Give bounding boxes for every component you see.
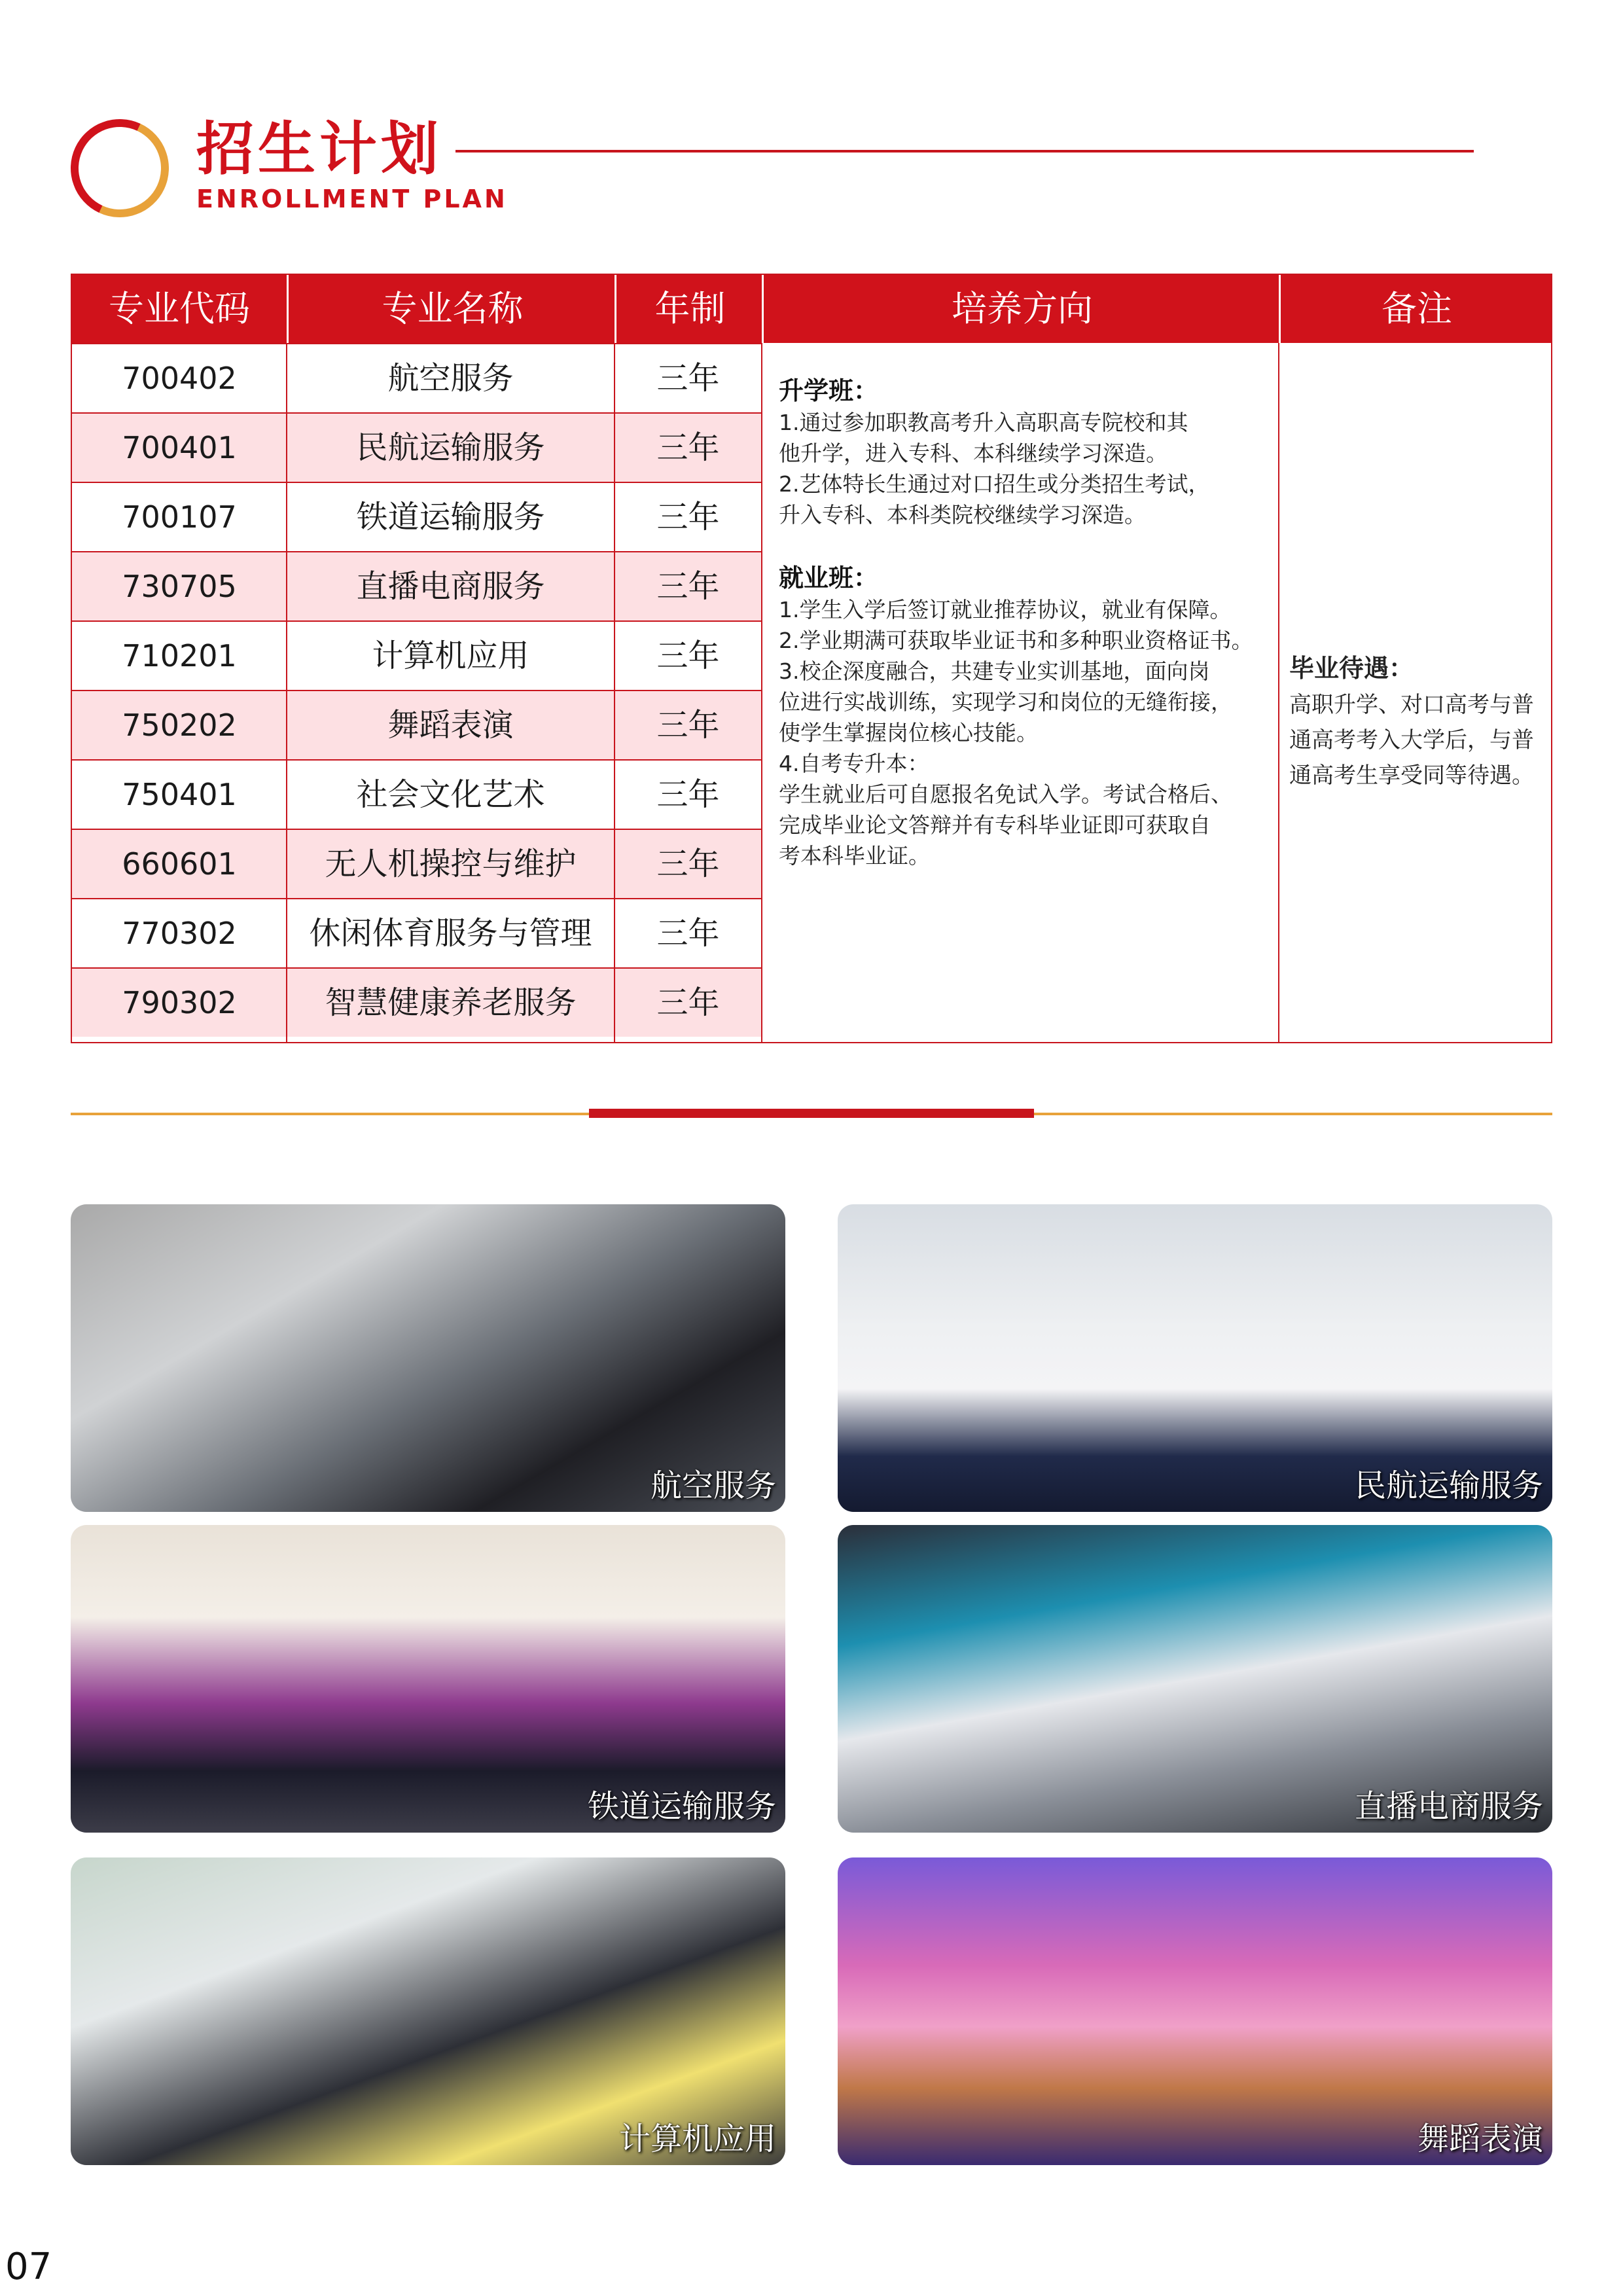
page-subtitle: ENROLLMENT PLAN xyxy=(196,185,508,213)
row-code: 700401 xyxy=(122,430,237,465)
row-years: 三年 xyxy=(656,360,720,397)
row-years: 三年 xyxy=(656,915,720,952)
row-years: 三年 xyxy=(656,637,720,674)
column-divider xyxy=(286,343,287,1042)
employment-line: 4.自考专升本： xyxy=(779,751,929,776)
photo-aviation-service xyxy=(71,1204,785,1512)
row-code: 790302 xyxy=(122,985,237,1020)
photo-caption: 民航运输服务 xyxy=(1354,1467,1543,1504)
training-direction xyxy=(767,343,1277,871)
photo-caption: 直播电商服务 xyxy=(1354,1788,1543,1825)
employment-line: 学生就业后可自愿报名免试入学。考试合格后、 xyxy=(779,781,1232,807)
photo-railway-service xyxy=(71,1525,785,1833)
upgrade-line: 2.艺体特长生通过对口招生或分类招生考试， xyxy=(779,471,1210,497)
row-name: 直播电商服务 xyxy=(356,568,545,605)
row-name: 社会文化艺术 xyxy=(356,776,545,813)
table-row xyxy=(72,551,762,620)
row-code: 700402 xyxy=(122,361,237,396)
row-name: 民航运输服务 xyxy=(356,429,545,466)
employment-line: 位进行实战训练，实现学习和岗位的无缝衔接， xyxy=(779,689,1232,715)
enrollment-table xyxy=(71,274,1552,1043)
row-years: 三年 xyxy=(656,429,720,466)
note-line: 高职升学、对口高考与普 xyxy=(1289,692,1534,718)
header-years: 年制 xyxy=(615,275,764,343)
table-row xyxy=(72,343,762,412)
logo-ring-icon xyxy=(57,105,183,231)
header-direction: 培养方向 xyxy=(762,275,1281,343)
table-row xyxy=(72,898,762,967)
photo-caption: 铁道运输服务 xyxy=(587,1788,776,1825)
row-years: 三年 xyxy=(656,568,720,605)
row-name: 智慧健康养老服务 xyxy=(325,984,577,1021)
header-note: 备注 xyxy=(1279,275,1553,343)
photo-live-ecommerce xyxy=(838,1525,1552,1833)
table-row xyxy=(72,620,762,690)
row-name: 计算机应用 xyxy=(372,637,529,674)
photo-caption: 航空服务 xyxy=(650,1467,776,1504)
employment-class-title: 就业班： xyxy=(779,564,879,592)
employment-line: 使学生掌握岗位核心技能。 xyxy=(779,720,1038,745)
row-code: 750401 xyxy=(122,777,237,812)
header-name: 专业名称 xyxy=(287,275,616,343)
graduation-benefit-title: 毕业待遇： xyxy=(1289,654,1414,683)
page-number: 07 xyxy=(5,2246,52,2288)
row-code: 700107 xyxy=(122,499,237,535)
row-name: 舞蹈表演 xyxy=(387,707,514,744)
section-divider-accent xyxy=(589,1109,1034,1118)
column-divider xyxy=(761,343,762,1042)
employment-line: 完成毕业论文答辩并有专科毕业证即可获取自 xyxy=(779,812,1211,838)
upgrade-line: 升入专科、本科类院校继续学习深造。 xyxy=(779,502,1146,528)
table-row xyxy=(72,759,762,829)
employment-line: 1.学生入学后签订就业推荐协议，就业有保障。 xyxy=(779,597,1232,622)
row-years: 三年 xyxy=(656,499,720,535)
upgrade-line: 1.通过参加职教高考升入高职高专院校和其 xyxy=(779,410,1188,435)
table-row xyxy=(72,829,762,898)
table-row xyxy=(72,412,762,482)
employment-line: 考本科毕业证。 xyxy=(779,843,930,869)
row-years: 三年 xyxy=(656,846,720,882)
photo-civil-aviation xyxy=(838,1204,1552,1512)
row-code: 770302 xyxy=(122,916,237,951)
header-code: 专业代码 xyxy=(109,288,250,329)
employment-line: 2.学业期满可获取毕业证书和多种职业资格证书。 xyxy=(779,628,1253,653)
row-years: 三年 xyxy=(656,984,720,1021)
note-line: 通高考考入大学后，与普 xyxy=(1289,727,1534,753)
page-title: 招生计划 xyxy=(196,115,443,183)
row-name: 无人机操控与维护 xyxy=(325,846,577,882)
row-name: 铁道运输服务 xyxy=(356,499,545,535)
row-years: 三年 xyxy=(656,776,720,813)
row-code: 750202 xyxy=(122,708,237,743)
photo-dance-performance xyxy=(838,1857,1552,2165)
row-name: 航空服务 xyxy=(387,360,514,397)
employment-line: 3.校企深度融合，共建专业实训基地，面向岗 xyxy=(779,658,1210,684)
note-line: 通高考生享受同等待遇。 xyxy=(1289,762,1534,789)
photo-caption: 舞蹈表演 xyxy=(1417,2121,1543,2157)
photo-caption: 计算机应用 xyxy=(618,2121,776,2157)
table-row xyxy=(72,482,762,551)
column-divider xyxy=(614,343,615,1042)
row-name: 休闲体育服务与管理 xyxy=(309,915,592,952)
row-years: 三年 xyxy=(656,707,720,744)
photo-computer-application xyxy=(71,1857,785,2165)
row-code: 710201 xyxy=(122,638,237,673)
table-row xyxy=(72,967,762,1037)
row-code: 660601 xyxy=(122,846,237,882)
row-code: 730705 xyxy=(122,569,237,604)
upgrade-class-title: 升学班： xyxy=(779,376,879,405)
column-divider xyxy=(1278,343,1279,1042)
title-divider xyxy=(455,150,1474,152)
upgrade-line: 他升学，进入专科、本科继续学习深造。 xyxy=(779,440,1168,466)
table-header xyxy=(72,275,1551,343)
table-row xyxy=(72,690,762,759)
